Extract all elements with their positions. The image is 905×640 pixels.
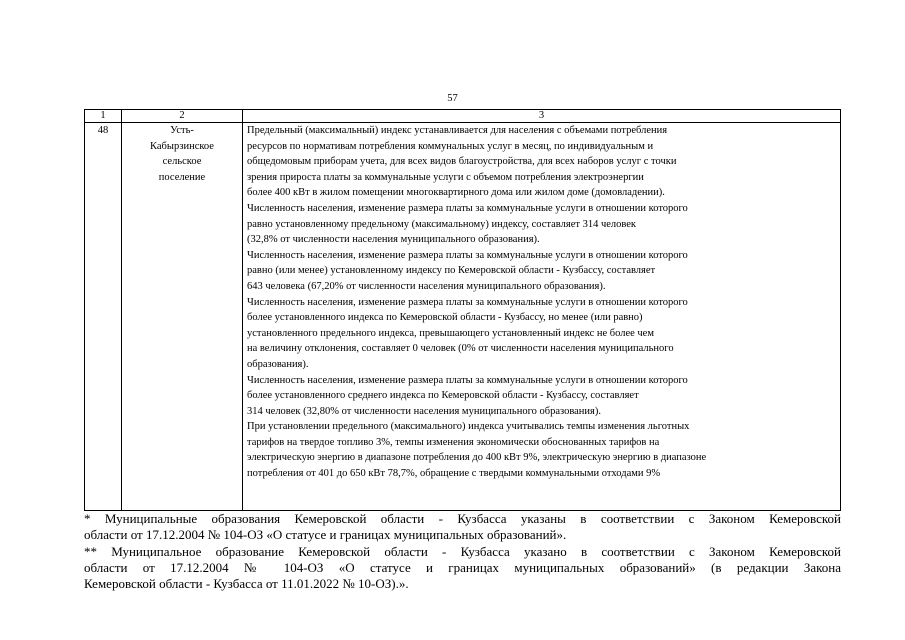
page-number: 57 bbox=[447, 93, 458, 104]
index-description bbox=[243, 123, 841, 511]
description-line: электрическую энергию в диапазоне потребления до 400 кВт 9%, электрическую энергию в диапазоне bbox=[247, 452, 707, 464]
table-header-row bbox=[85, 110, 841, 123]
municipality-name-line: сельское bbox=[162, 156, 202, 168]
municipality-name-line: Кабырзинское bbox=[150, 140, 214, 152]
description-line: образования). bbox=[247, 358, 309, 370]
description-line: Предельный (максимальный) индекс устанавливается для населения с объемами потребления bbox=[247, 125, 668, 136]
description-line: Численность населения, изменение размера платы за коммунальные услуги в отношении которого bbox=[247, 249, 688, 261]
description-line: Численность населения, изменение размера платы за коммунальные услуги в отношении которого bbox=[247, 296, 688, 308]
footnote-line: * Муниципальные образования Кемеровской области - Кузбасса указаны в соответствии с Законом Кемеровской bbox=[84, 511, 841, 526]
municipality-name bbox=[122, 123, 243, 511]
description-line: 314 человек (32,80% от численности населения муниципального образования). bbox=[247, 405, 602, 417]
footnote-line: Кемеровской области - Кузбасса от 11.01.2022 № 10-ОЗ).». bbox=[84, 576, 409, 592]
description-line: Численность населения, изменение размера платы за коммунальные услуги в отношении которого bbox=[247, 202, 688, 214]
description-line: потребления от 401 до 650 кВт 78,7%, обращение с твердыми коммунальными отходами 9% bbox=[247, 468, 661, 480]
municipality-name-line: поселение bbox=[158, 171, 206, 183]
description-line: более установленного среднего индекса по Кемеровской области - Кузбассу, составляет bbox=[247, 390, 639, 402]
footnotes bbox=[84, 511, 841, 592]
description-line: Численность населения, изменение размера платы за коммунальные услуги в отношении которого bbox=[247, 374, 688, 386]
table-row bbox=[85, 123, 841, 511]
description-line: (32,8% от численности населения муниципального образования). bbox=[247, 234, 540, 246]
header-col-3: 3 bbox=[243, 110, 841, 123]
footnote-line: области от 17.12.2004 № 104-ОЗ «О статусе и границах муниципальных образований». bbox=[84, 527, 567, 543]
description-line: При установлении предельного (максимального) индекса учитывались темпы изменения льготных bbox=[247, 421, 690, 433]
description-line: равно (или менее) установленному индексу по Кемеровской области - Кузбассу, составляет bbox=[247, 265, 656, 277]
description-line: общедомовым приборам учета, для всех видов благоустройства, для всех наборов услуг с точки bbox=[247, 156, 677, 168]
description-line: более 400 кВт в жилом помещении многоквартирного дома или жилом доме (домовладении). bbox=[247, 187, 665, 199]
description-line: 643 человека (67,20% от численности населения муниципального образования). bbox=[247, 280, 606, 292]
header-col-1: 1 bbox=[85, 110, 122, 123]
description-line: равно установленному предельному (максимальному) индексу, составляет 314 человек bbox=[247, 218, 637, 230]
header-col-2: 2 bbox=[122, 110, 243, 123]
footnote-line: области от 17.12.2004 № 104-ОЗ «О статусе и границах муниципальных образований» (в редакции Закона bbox=[84, 559, 841, 575]
description-line: ресурсов по нормативам потребления коммунальных услуг в месяц, по индивидуальным и bbox=[247, 140, 654, 152]
description-line: тарифов на твердое топливо 3%, темпы изменения экономически обоснованных тарифов на bbox=[247, 436, 660, 448]
description-line: более установленного индекса по Кемеровской области - Кузбассу, но менее (или равно) bbox=[247, 312, 643, 324]
footnote-line: ** Муниципальное образование Кемеровской области - Кузбасса указано в соответствии с Законом Кемеровской bbox=[84, 543, 841, 559]
municipality-name-line: Усть- bbox=[170, 125, 194, 136]
data-table bbox=[84, 109, 841, 511]
description-line: установленного предельного индекса, превышающего установленный индекс не более чем bbox=[247, 327, 654, 339]
description-line: на величину отклонения, составляет 0 человек (0% от численности населения муниципального bbox=[247, 343, 674, 355]
description-line: зрения прироста платы за коммунальные услуги с объемом потребления электроэнергии bbox=[247, 171, 644, 183]
row-number: 48 bbox=[85, 123, 122, 511]
